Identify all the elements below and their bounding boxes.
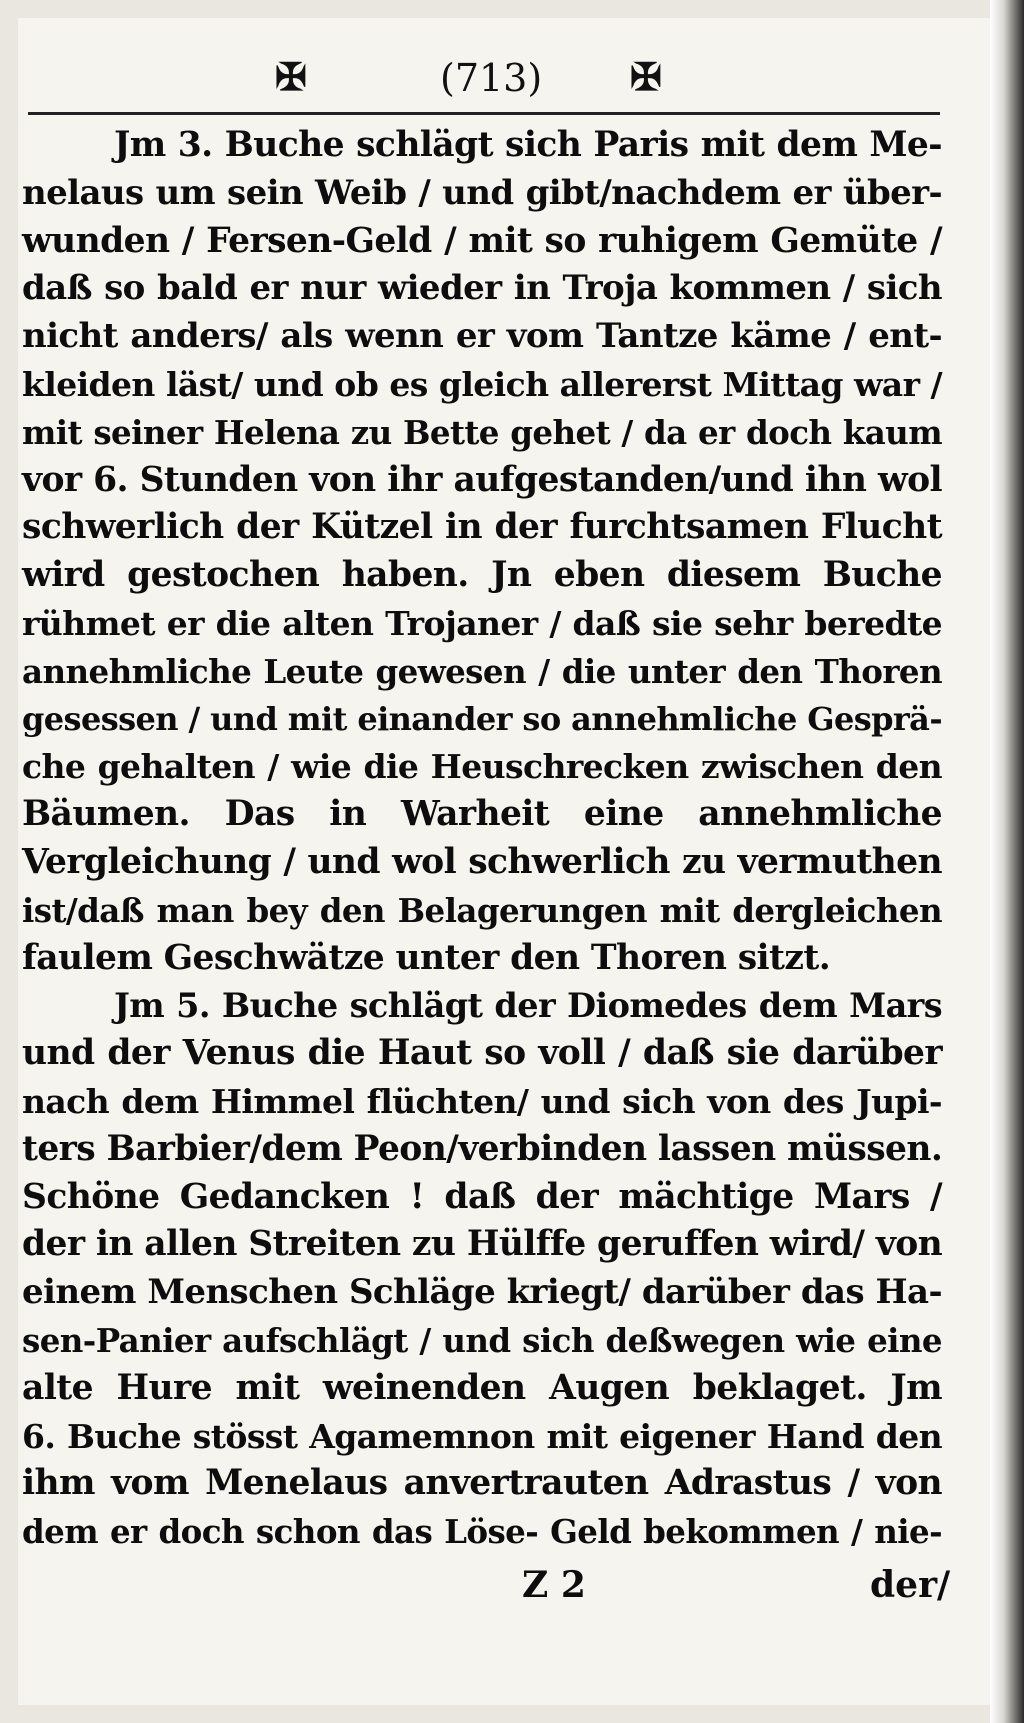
page-footer xyxy=(22,1560,951,1620)
running-header xyxy=(20,50,940,110)
text-line: wunden / Fersen-Geld / mit so ruhigem Gemüte / xyxy=(22,220,942,261)
body-text xyxy=(22,122,942,1556)
text-line: dem er doch schon das Löse- Geld bekommen / nie- xyxy=(22,1512,942,1552)
text-line: nicht anders/ als wenn er vom Tantze käme / ent- xyxy=(22,316,942,357)
paragraph-1 xyxy=(22,122,942,982)
text-line: Bäumen. Das in Warheit eine annehmliche xyxy=(22,794,942,835)
text-line: wird gestochen haben. Jn eben diesem Buche xyxy=(22,555,942,596)
text-line: kleiden läst/ und ob es gleich allererst Mittag war / xyxy=(22,364,942,404)
text-line: sen-Panier aufschlägt / und sich deßwegen wie eine xyxy=(22,1320,942,1360)
page-edge-shadow xyxy=(990,0,1024,1723)
text-line: che gehalten / wie die Heuschrecken zwischen den xyxy=(22,747,942,787)
text-line: Schöne Gedancken ! daß der mächtige Mars / xyxy=(22,1176,942,1217)
text-line: gesessen / und mit einander so annehmliche Gesprä- xyxy=(22,699,943,738)
text-line: einem Menschen Schläge kriegt/ darüber das Ha- xyxy=(22,1272,942,1313)
text-line: Jm 5. Buche schlägt der Diomedes dem Mars xyxy=(114,986,942,1026)
text-line: vor 6. Stunden von ihr aufgestanden/und ihn wol xyxy=(22,459,942,500)
text-line: alte Hure mit weinenden Augen beklaget. Jm xyxy=(22,1367,942,1408)
text-line: mit seiner Helena zu Bette gehet / da er doch kaum xyxy=(22,412,942,452)
text-line: 6. Buche stösst Agamemnon mit eigener Hand den xyxy=(22,1416,942,1456)
header-rule xyxy=(28,112,940,115)
text-line: der in allen Streiten zu Hülffe geruffen wird/ von xyxy=(22,1224,943,1265)
text-line: und der Venus die Haut so voll / daß sie darüber xyxy=(22,1033,942,1074)
text-line: ist/daß man bey den Belagerungen mit dergleichen xyxy=(22,890,942,930)
signature-mark: Z 2 xyxy=(522,1564,586,1606)
text-line: daß so bald er nur wieder in Troja kommen / sich xyxy=(22,268,942,309)
text-line: Jm 3. Buche schlägt sich Paris mit dem Me- xyxy=(114,125,942,165)
text-line: ters Barbier/dem Peon/verbinden lassen müssen. xyxy=(22,1128,943,1169)
catchword: der/ xyxy=(870,1564,951,1606)
text-line: schwerlich der Kützel in der furchtsamen Flucht xyxy=(22,507,942,548)
text-line: faulem Geschwätze unter den Thoren sitzt. xyxy=(22,937,831,978)
paragraph-2 xyxy=(22,982,942,1556)
text-line: ihm vom Menelaus anvertrauten Adrastus / von xyxy=(22,1463,942,1504)
text-line: annehmliche Leute gewesen / die unter den Thoren xyxy=(22,651,942,691)
text-line: rühmet er die alten Trojaner / daß sie sehr beredte xyxy=(22,603,942,643)
text-line: nach dem Himmel flüchten/ und sich von des Jupi- xyxy=(22,1081,942,1121)
text-line: Vergleichung / und wol schwerlich zu vermuthen xyxy=(22,841,942,882)
ornament-left-icon: ✠ xyxy=(275,54,305,99)
page-number: (713) xyxy=(440,56,543,100)
ornament-right-icon: ✠ xyxy=(630,54,660,99)
text-line: nelaus um sein Weib / und gibt/nachdem er über- xyxy=(22,172,942,213)
